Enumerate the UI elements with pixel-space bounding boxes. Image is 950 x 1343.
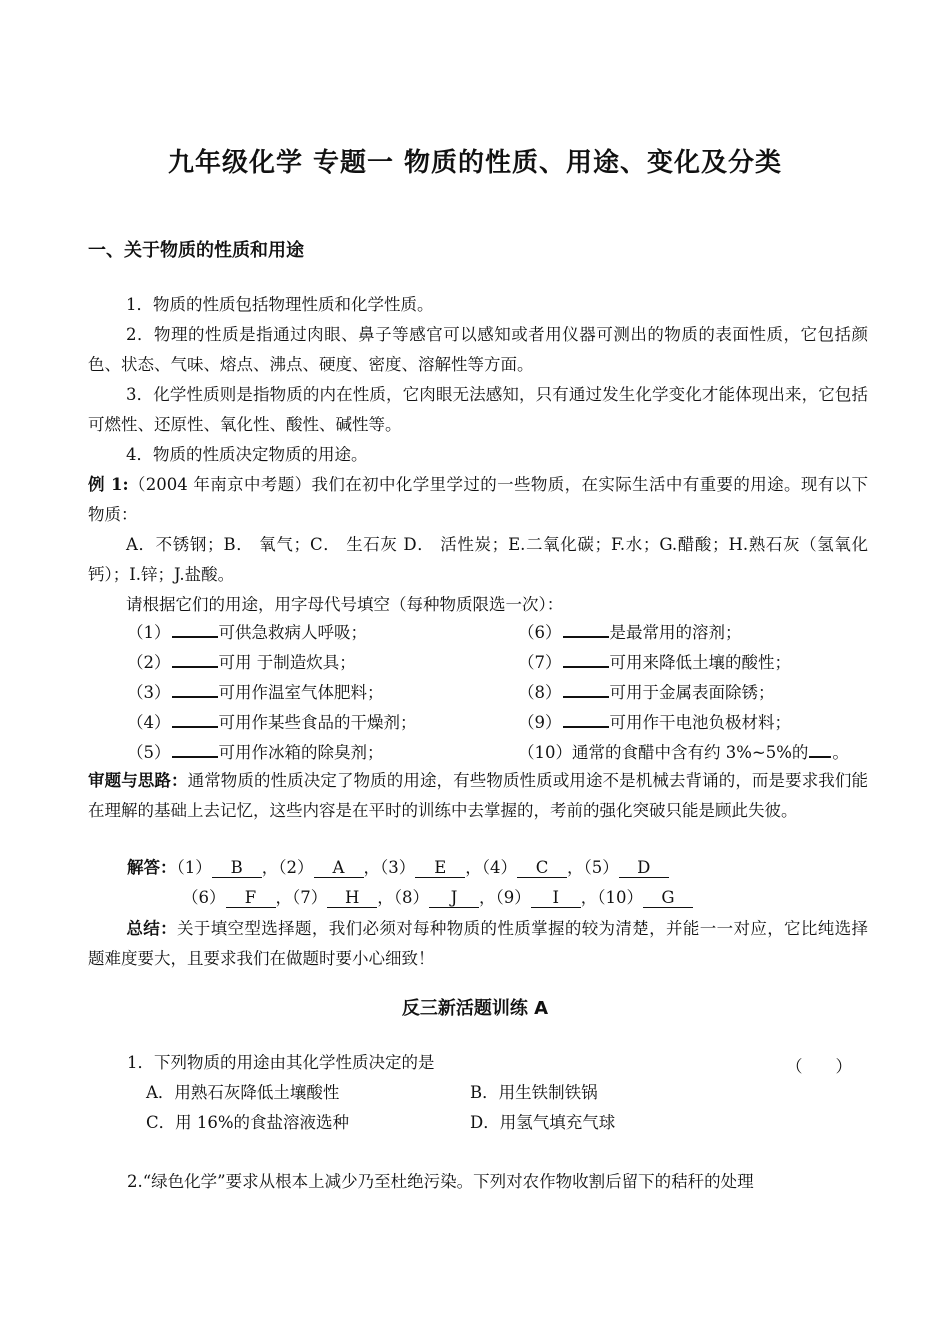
point-2: 2．物理的性质是指通过肉眼、鼻子等感官可以感知或者用仪器可测出的物质的表面性质，它包括颜色、状态、气味、熔点、沸点、硬度、密度、溶解性等方面。 — [88, 325, 868, 374]
option-c[interactable]: C．用 16%的食盐溶液选种 — [146, 1113, 350, 1132]
fill-item-3: （3） 可用作温室气体肥料； — [127, 683, 384, 702]
practice-heading: 反三新活题训练 A — [401, 998, 549, 1019]
answer-label: 解答： — [127, 858, 177, 877]
answer-blank[interactable] — [172, 622, 218, 638]
answer-value: H — [327, 889, 377, 908]
answer-value: D — [619, 859, 669, 878]
analysis-label: 审题与思路： — [88, 771, 188, 790]
answer-blank[interactable] — [172, 682, 218, 698]
fill-item-7: （7） 可用来降低土壤的酸性； — [518, 653, 791, 672]
answer-paren[interactable]: （ ） — [786, 1057, 852, 1076]
answer-blank[interactable] — [172, 742, 218, 758]
answer-value: A — [314, 859, 364, 878]
answer-value: F — [226, 889, 276, 908]
example-paragraph: 例 1:（2004 年南京中考题）我们在初中化学里学过的一些物质，在实际生活中有重要的用途。现有以下物质： — [88, 475, 868, 524]
point-3: 3．化学性质则是指物质的内在性质，它肉眼无法感知，只有通过发生化学变化才能体现出来，它包括可燃性、还原性、氧化性、酸性、碱性等。 — [88, 385, 868, 434]
answer-value: C — [517, 859, 567, 878]
question-1-stem: 1．下列物质的用途由其化学性质决定的是 — [127, 1053, 435, 1072]
option-a[interactable]: A．用熟石灰降低土壤酸性 — [146, 1083, 340, 1102]
answer-row-2: （6） F ，（7） H ，（8） J ，（9） I ，（10） G — [182, 888, 693, 908]
answer-blank[interactable] — [172, 652, 218, 668]
point-4: 4．物质的性质决定物质的用途。 — [126, 445, 368, 464]
answer-blank[interactable] — [563, 712, 609, 728]
answer-blank[interactable] — [563, 682, 609, 698]
example-options: A．不锈钢；B． 氧气；C． 生石灰 D． 活性炭；E.二氧化碳；F.水；G.醋酸；H.熟石灰（氢氧化钙）；I.锌；J.盐酸。 — [88, 535, 868, 584]
fill-item-5: （5） 可用作冰箱的除臭剂； — [127, 743, 384, 762]
fill-item-1: （1） 可供急救病人呼吸； — [127, 623, 367, 642]
answer-value: G — [643, 889, 693, 908]
fill-item-10: （10）通常的食醋中含有约 3%~5%的 。 — [518, 743, 849, 762]
analysis-paragraph: 审题与思路：通常物质的性质决定了物质的用途，有些物质性质或用途不是机械去背诵的，而是要求我们能在理解的基础上去记忆，这些内容是在平时的训练中去掌握的，考前的强化突破只能是顾此失彼。 — [88, 771, 869, 820]
example-instruction: 请根据它们的用途，用字母代号填空（每种物质限选一次）： — [126, 595, 564, 614]
answer-blank[interactable] — [563, 622, 609, 638]
fill-item-9: （9） 可用作干电池负极材料； — [518, 713, 791, 732]
summary-label: 总结： — [126, 919, 177, 938]
fill-item-8: （8） 可用于金属表面除锈； — [518, 683, 775, 702]
page-title: 九年级化学 专题一 物质的性质、用途、变化及分类 — [167, 148, 783, 178]
fill-item-2: （2） 可用 于制造炊具； — [127, 653, 356, 672]
answer-blank[interactable] — [172, 712, 218, 728]
answer-row-1: 解答：（1） B ，（2） A ，（3） E ，（4） C ，（5） D — [127, 858, 669, 878]
answer-value: B — [212, 859, 262, 878]
answer-value: J — [429, 889, 479, 908]
point-1: 1．物质的性质包括物理性质和化学性质。 — [126, 295, 434, 314]
option-b[interactable]: B．用生铁制铁锅 — [470, 1083, 598, 1102]
fill-item-6: （6） 是最常用的溶剂； — [518, 623, 742, 642]
answer-value: I — [531, 889, 581, 908]
option-d[interactable]: D．用氢气填充气球 — [470, 1113, 616, 1132]
answer-value: E — [415, 859, 465, 878]
example-label: 例 1: — [88, 475, 129, 494]
answer-blank[interactable] — [809, 742, 831, 758]
question-2-stem: 2.“绿色化学”要求从根本上减少乃至杜绝污染。下列对农作物收割后留下的秸秆的处理 — [127, 1172, 754, 1191]
fill-item-4: （4） 可用作某些食品的干燥剂； — [127, 713, 417, 732]
answer-blank[interactable] — [563, 652, 609, 668]
summary-paragraph: 总结：关于填空型选择题，我们必须对每种物质的性质掌握的较为清楚，并能一一对应，它比纯选择题难度要大，且要求我们在做题时要小心细致！ — [88, 919, 869, 968]
section-heading: 一、关于物质的性质和用途 — [88, 240, 304, 261]
